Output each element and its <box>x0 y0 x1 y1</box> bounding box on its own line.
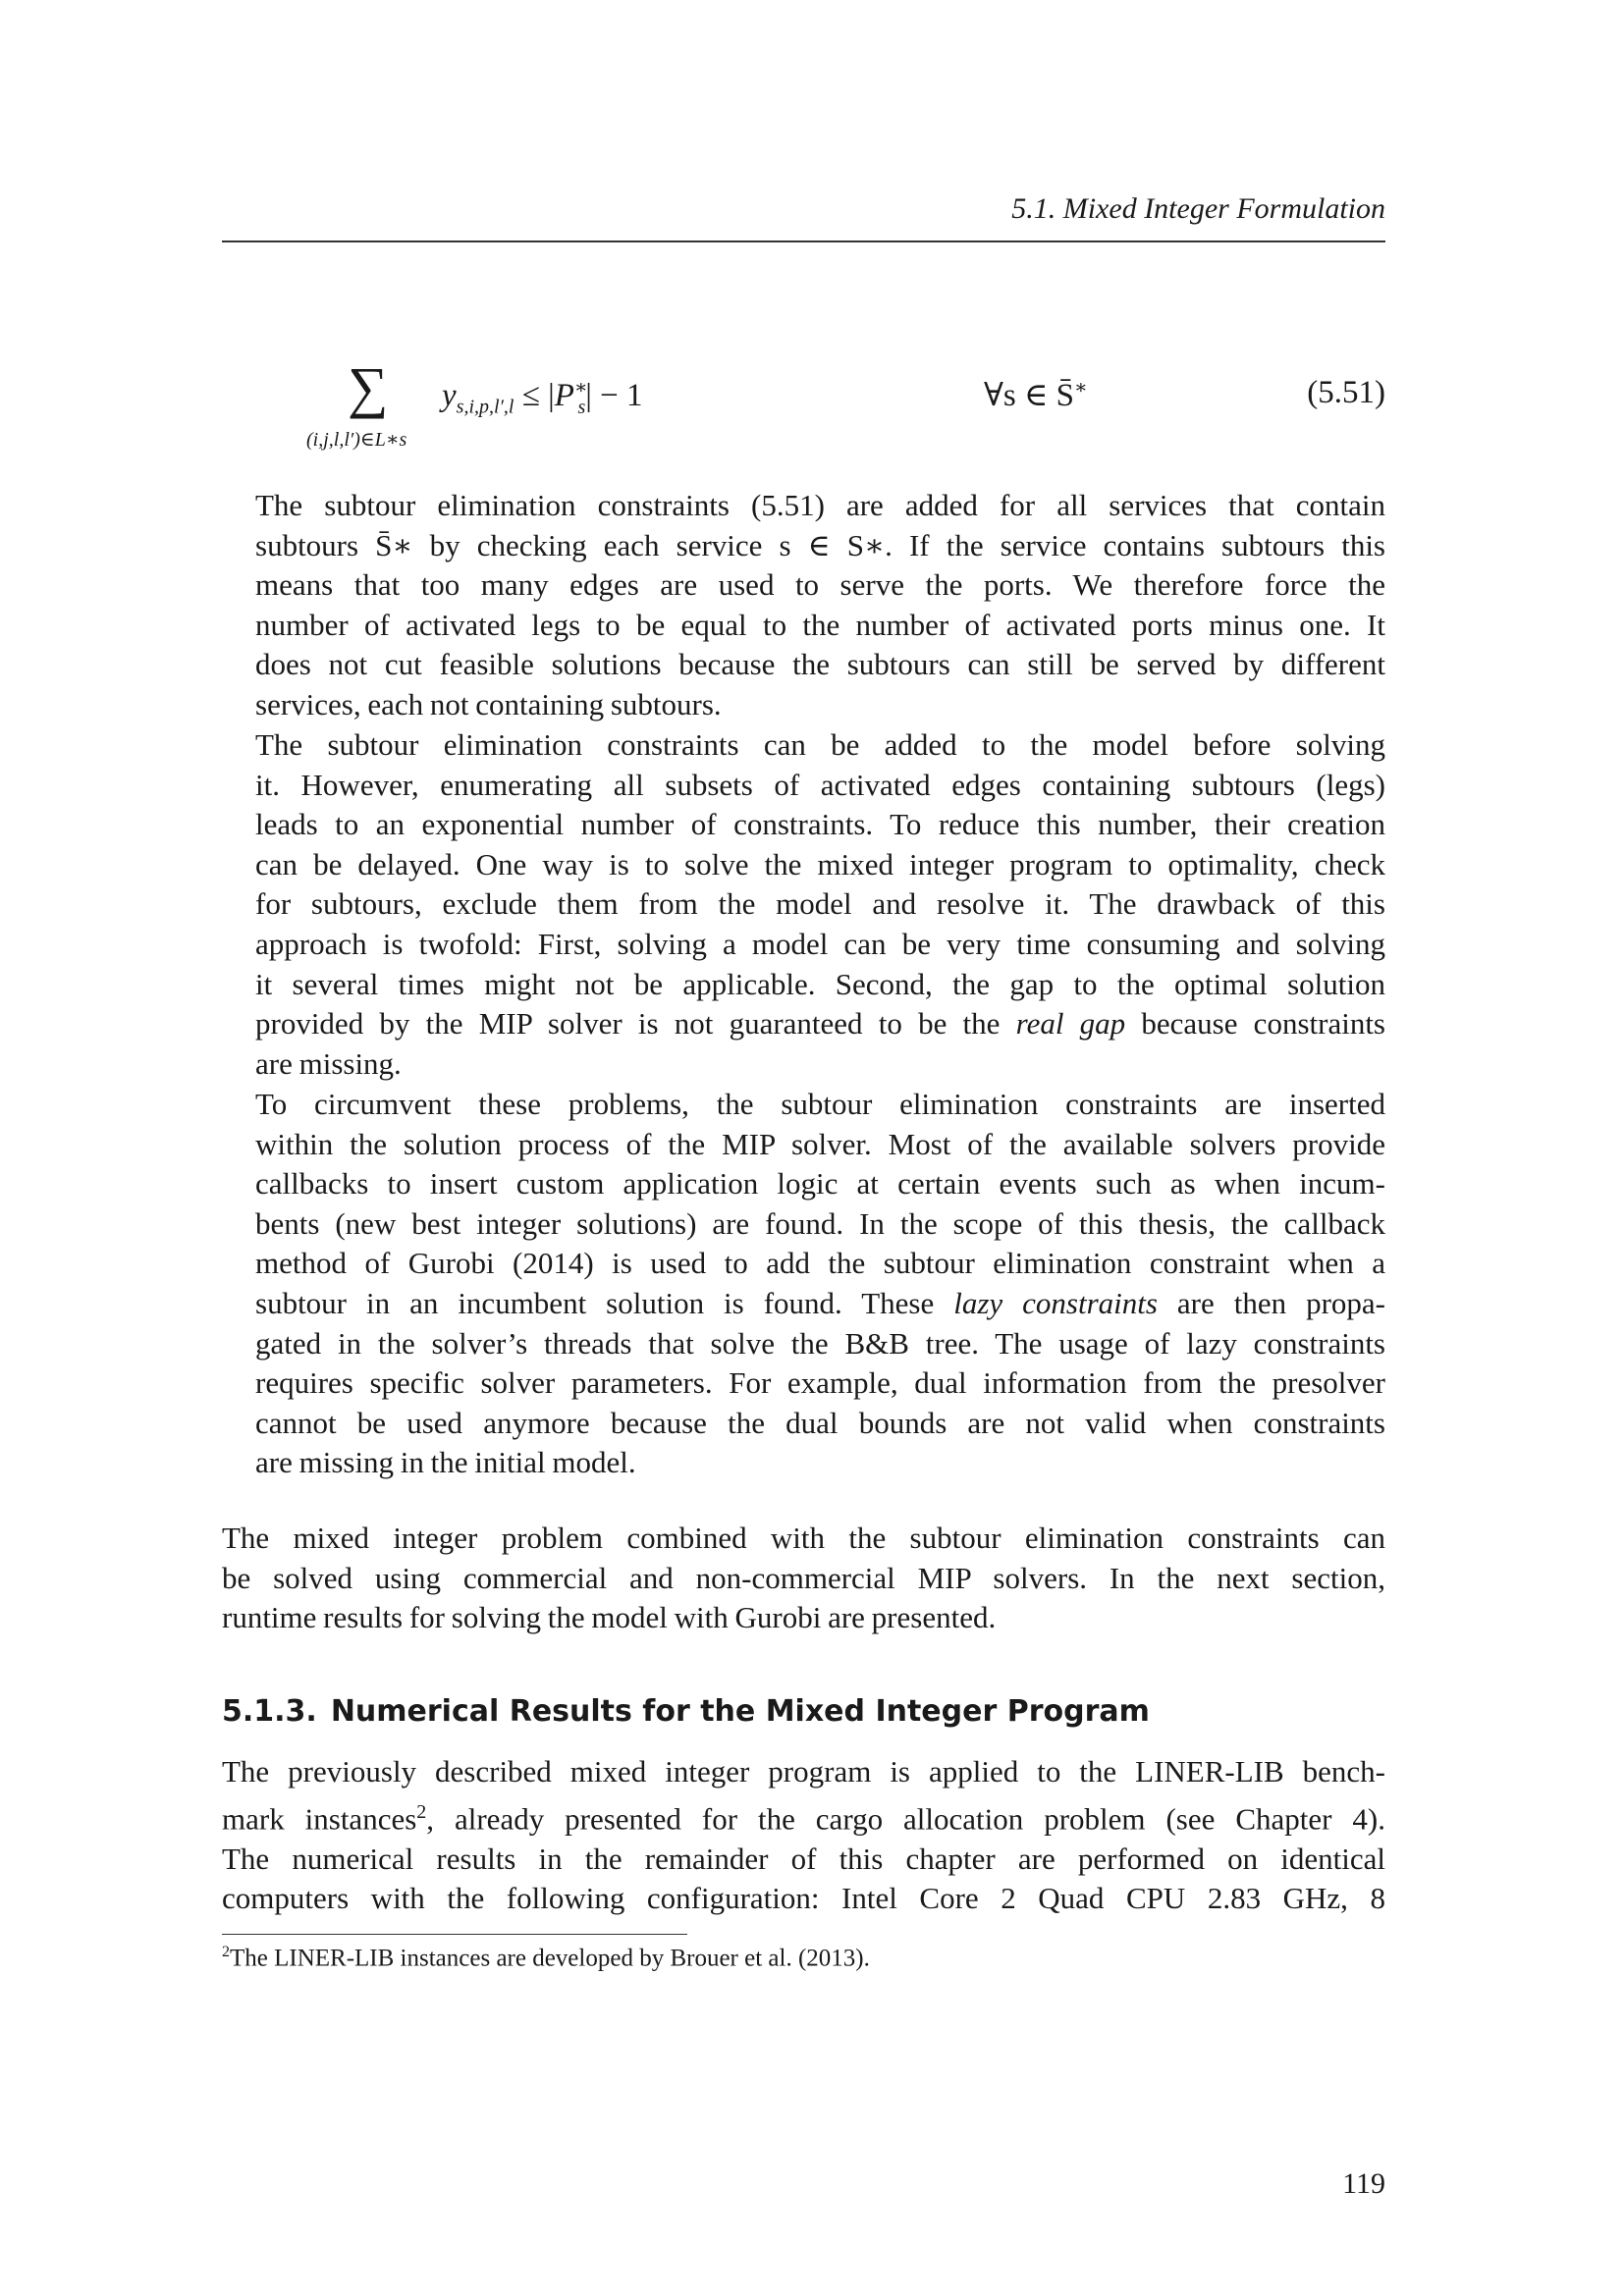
text-line: are missing. <box>255 1045 402 1081</box>
lhs-variable: y <box>442 378 457 413</box>
text-line: The subtour elimination constraints can be added to the model before solving <box>255 727 1385 762</box>
text-run: provided by the MIP solver is not guaranteed to be the <box>255 1006 1016 1041</box>
paragraph-4 <box>222 1519 1385 1638</box>
text-line: The subtour elimination constraints (5.51) are added for all services that contain <box>255 488 1385 522</box>
paragraph-1 <box>222 486 1385 725</box>
summation-symbol: ∑ <box>348 355 389 419</box>
text-line: be solved using commercial and non-commercial MIP solvers. In the next section, <box>222 1560 1385 1595</box>
text-line: To circumvent these problems, the subtour elimination constraints are inserted <box>255 1087 1385 1121</box>
text-line: computers with the following configuration: Intel Core 2 Quad CPU 2.83 GHz, 8 <box>222 1881 1385 1916</box>
text-line: does not cut feasible solutions because the subtours can still be served by different <box>255 647 1385 682</box>
text-line: can be delayed. One way is to solve the mixed integer program to optimality, check <box>255 846 1385 881</box>
relation: ≤ | <box>514 378 555 413</box>
text-line: means that too many edges are used to serve the ports. We therefore force the <box>255 567 1385 603</box>
text-line: method of Gurobi (2014) is used to add the subtour elimination constraint when a <box>255 1246 1385 1281</box>
text-line: requires specific solver parameters. For example, dual information from the presolver <box>255 1365 1385 1401</box>
text-line: are missing in the initial model. <box>255 1445 636 1480</box>
text-line: it several times might not be applicable. Second, the gap to the optimal solution <box>255 966 1385 1001</box>
emphasis-lazy-constraints: lazy constraints <box>953 1285 1158 1320</box>
text-run: subtour in an incumbent solution is found. These <box>255 1285 954 1320</box>
header-rule <box>222 240 1385 242</box>
text-line: services, each not containing subtours. <box>255 686 722 721</box>
section-heading <box>222 1694 1150 1729</box>
text-run: mark instances <box>222 1800 417 1836</box>
footnote-mark: 2 <box>222 1944 230 1960</box>
text-line <box>222 1792 1385 1840</box>
text-line: subtours S̄∗ by checking each service s ∈ S∗. If the service contains subtours this <box>255 527 1385 562</box>
text-line: gated in the solver’s threads that solve the B&B tree. The usage of lazy constraints <box>255 1325 1385 1361</box>
lhs-subscript: s,i,p,l′,l <box>456 396 514 418</box>
equation-lhs <box>442 375 642 419</box>
set-variable: P <box>554 378 574 413</box>
text-line: The numerical results in the remainder of this chapter are performed on identical <box>222 1841 1385 1876</box>
footnote-text: The LINER-LIB instances are developed by Brouer et al. (2013). <box>230 1945 870 1972</box>
section-title: Numerical Results for the Mixed Integer Program <box>330 1694 1150 1729</box>
summation-subscript: (i,j,l,l′)∈L∗s <box>306 429 407 451</box>
paragraph-5 <box>222 1752 1385 1919</box>
quantifier-superscript: ∗ <box>1074 377 1088 399</box>
text-line: bents (new best integer solutions) are found. In the scope of this thesis, the callback <box>255 1205 1385 1241</box>
equation-5-51 <box>222 355 1385 461</box>
text-line <box>222 1004 1385 1044</box>
text-line <box>222 1284 1385 1324</box>
page-number: 119 <box>1342 2167 1385 2200</box>
footnote-rule <box>222 1934 687 1935</box>
text-line: number of activated legs to be equal to the number of activated ports minus one. It <box>255 607 1385 642</box>
text-line: The mixed integer problem combined with the subtour elimination constraints can <box>222 1521 1385 1555</box>
footnote-marker[interactable]: 2 <box>416 1800 427 1823</box>
text-line: The previously described mixed integer program is applied to the LINER-LIB bench- <box>222 1754 1385 1789</box>
text-line: runtime results for solving the model with Gurobi are presented. <box>222 1600 997 1635</box>
paragraph-3 <box>222 1085 1385 1483</box>
text-line: callbacks to insert custom application logic at certain events such as when incum- <box>255 1166 1385 1201</box>
quantifier-text: ∀s ∈ S̄ <box>984 378 1075 413</box>
rhs-tail: | − 1 <box>585 378 643 413</box>
running-head: 5.1. Mixed Integer Formulation <box>1011 192 1385 225</box>
text-line: it. However, enumerating all subsets of activated edges containing subtours (legs) <box>255 767 1385 802</box>
set-subscript: s <box>577 396 586 418</box>
text-line: approach is twofold: First, solving a model can be very time consuming and solving <box>255 926 1385 961</box>
emphasis-real-gap: real gap <box>1015 1006 1126 1041</box>
paragraph-2 <box>222 725 1385 1084</box>
text-line: for subtours, exclude them from the model and resolve it. The drawback of this <box>255 886 1385 922</box>
text-line: within the solution process of the MIP solver. Most of the available solvers provide <box>255 1126 1385 1161</box>
text-run: are then propa- <box>1157 1285 1386 1320</box>
set-superscript: ∗ <box>573 377 588 399</box>
equation-quantifier <box>984 375 1088 414</box>
section-number: 5.1.3. <box>222 1694 317 1729</box>
text-line: leads to an exponential number of constraints. To reduce this number, their creation <box>255 807 1385 842</box>
text-run: because constraints <box>1125 1006 1385 1041</box>
equation-number: (5.51) <box>1307 375 1385 410</box>
text-line: cannot be used anymore because the dual bounds are not valid when constraints <box>255 1405 1385 1440</box>
text-run: , already presented for the cargo allocation problem (see Chapter 4). <box>426 1800 1385 1836</box>
footnote <box>222 1944 1385 1972</box>
